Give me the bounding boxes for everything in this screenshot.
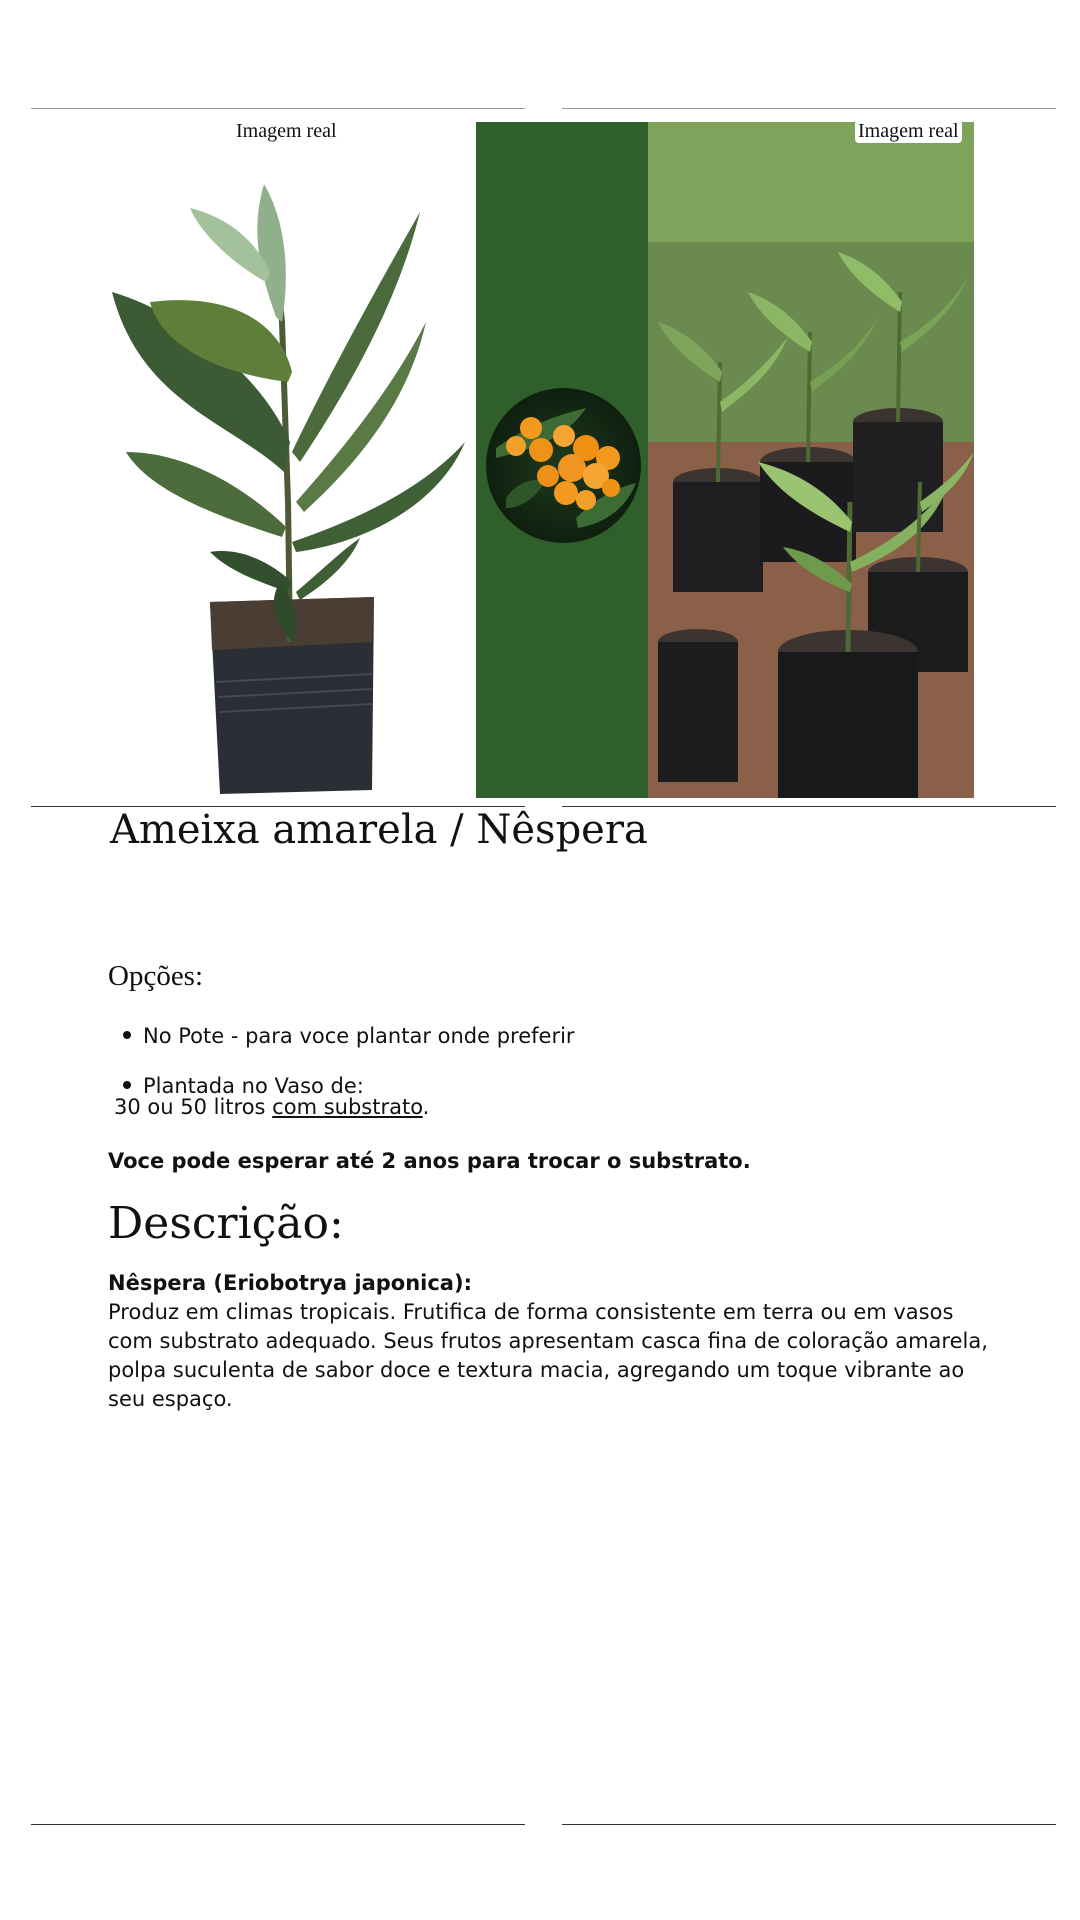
- loquat-fruit-photo: [486, 388, 641, 543]
- nursery-pots-photo: [648, 122, 974, 798]
- species-name: Nêspera (Eriobotrya japonica):: [108, 1271, 472, 1295]
- bottom-divider-left: [31, 1824, 525, 1825]
- vase-size-text: 30 ou 50 litros: [114, 1095, 273, 1119]
- option-label: Plantada no Vaso de:: [143, 1074, 364, 1098]
- product-title: Ameixa amarela / Nêspera: [110, 807, 648, 853]
- option-label: No Pote - para voce plantar onde preferir: [143, 1024, 575, 1048]
- bullet-icon: [123, 1081, 131, 1089]
- real-image-badge-left: Imagem real: [236, 120, 337, 142]
- bullet-icon: [123, 1031, 131, 1039]
- description-body: Produz em climas tropicais. Frutifica de forma consistente em terra ou em vasos com substrato adequado. Seus frutos apresentam casca fina de coloração amarela, polpa suculenta de sabor doce e textura macia, agregando um toque vibrante ao seu espaço.: [108, 1300, 988, 1411]
- green-banner: [476, 122, 648, 798]
- seedling-photo: [60, 122, 472, 798]
- bottom-divider-right: [562, 1824, 1056, 1825]
- description-heading: Descrição:: [108, 1198, 344, 1249]
- vase-size-suffix: .: [422, 1095, 430, 1119]
- vase-size-line: [114, 1092, 429, 1122]
- options-heading: Opções:: [108, 960, 204, 992]
- top-divider-left: [31, 108, 525, 109]
- top-divider-right: [562, 108, 1056, 109]
- option-item: [123, 1021, 575, 1051]
- substrate-link[interactable]: com substrato: [272, 1095, 423, 1119]
- substrate-note: Voce pode esperar até 2 anos para trocar o substrato.: [108, 1149, 751, 1173]
- real-image-badge-right: Imagem real: [855, 120, 962, 143]
